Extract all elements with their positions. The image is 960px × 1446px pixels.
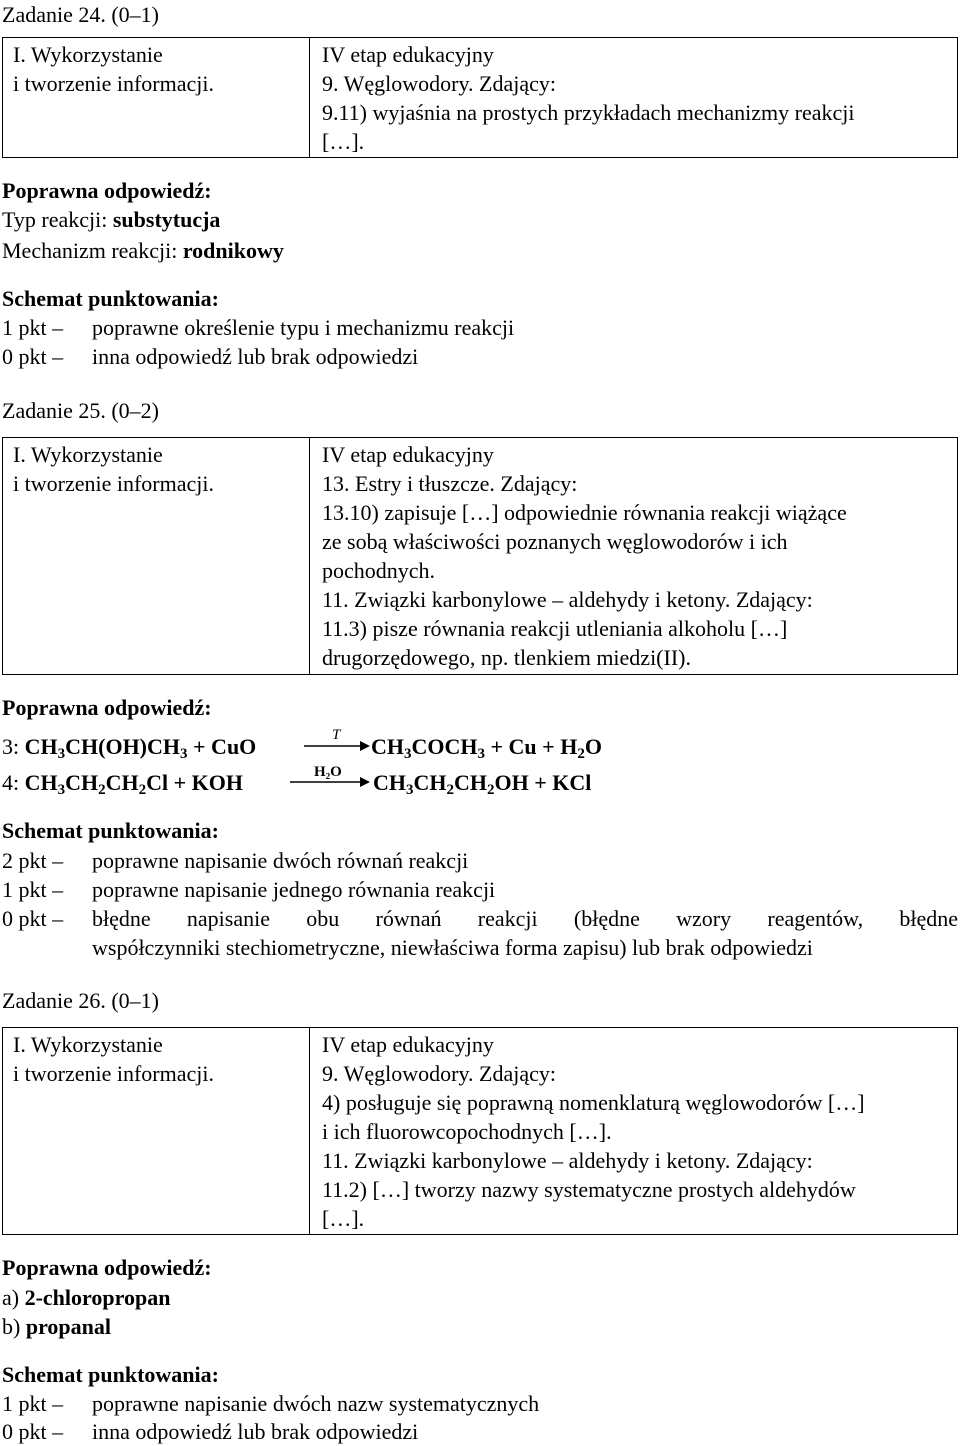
- task26-scheme-label: Schemat punktowania:: [2, 1362, 219, 1387]
- task25-eq3-condition: T: [332, 727, 341, 743]
- task24-general-requirement: I. Wykorzystanie i tworzenie informacji.: [13, 42, 214, 96]
- task26-answer-b: b) propanal: [2, 1314, 112, 1339]
- task24-answer-label: Poprawna odpowiedź:: [2, 178, 212, 203]
- task26-answer-label: Poprawna odpowiedź:: [2, 1255, 212, 1280]
- task25-answer-label: Poprawna odpowiedź:: [2, 695, 212, 720]
- task25-header: Zadanie 25. (0–2): [2, 398, 159, 423]
- task24-requirements-table: [2, 37, 958, 158]
- task26-header: Zadanie 26. (0–1): [2, 988, 159, 1013]
- task25-general-requirement: I. Wykorzystanie i tworzenie informacji.: [13, 442, 214, 496]
- task26-answer-a: a) 2-chloropropan: [2, 1285, 171, 1310]
- task25-equation-4-products: $CH_3CH_2CH_2OH$ + KCl: [373, 770, 592, 798]
- task25-scheme-label: Schemat punktowania:: [2, 818, 219, 843]
- task26-requirements-table: [2, 1027, 958, 1235]
- task24-scheme-label: Schemat punktowania:: [2, 286, 219, 311]
- task25-equation-3-products: $CH_3COCH_3 + Cu + H_2O$: [371, 734, 602, 762]
- task25-eq4-arrow: [288, 762, 372, 798]
- task25-eq3-arrow: [302, 726, 372, 762]
- task24-header: Zadanie 24. (0–1): [2, 2, 159, 27]
- task25-eq4-condition: H₂O: [314, 764, 342, 780]
- task24-detailed-requirement: IV etap edukacyjny 9. Węglowodory. Zdający: 9.11) wyjaśnia na prostych przykładach mechanizmy reakcji […].: [322, 42, 855, 154]
- task24-reaction-mechanism: Mechanizm reakcji: rodnikowy: [2, 238, 284, 263]
- task26-general-requirement: I. Wykorzystanie i tworzenie informacji.: [13, 1032, 214, 1086]
- task25-requirements-table: [2, 437, 958, 675]
- task25-equation-4: 4: $CH_3CH_2CH_2Cl$ + KOH: [2, 770, 243, 798]
- task25-equation-3: 3: $CH_3CH(OH)CH_3$ + CuO: [2, 734, 257, 762]
- task26-detailed-requirement: IV etap edukacyjny 9. Węglowodory. Zdający: 4) posługuje się poprawną nomenklaturą węglowodorów […] i ich fluorowcopochodnych […]. 11. Związki karbonylowe – aldehydy i ketony. Zdający: 11.2) […] tworzy nazwy systematyczne prostych aldehydów […].: [322, 1032, 865, 1231]
- task25-detailed-requirement: IV etap edukacyjny 13. Estry i tłuszcze. Zdający: 13.10) zapisuje […] odpowiednie równania reakcji wiążące ze sobą właściwości poznanych węglowodorów i ich pochodnych. 11. Związki karbonylowe – aldehydy i ketony. Zdający: 11.3) pisze równania reakcji utleniania alkoholu […] drugorzędowego, np. tlenkiem miedzi(II).: [322, 442, 847, 670]
- task24-reaction-type: Typ reakcji: substytucja: [2, 207, 221, 232]
